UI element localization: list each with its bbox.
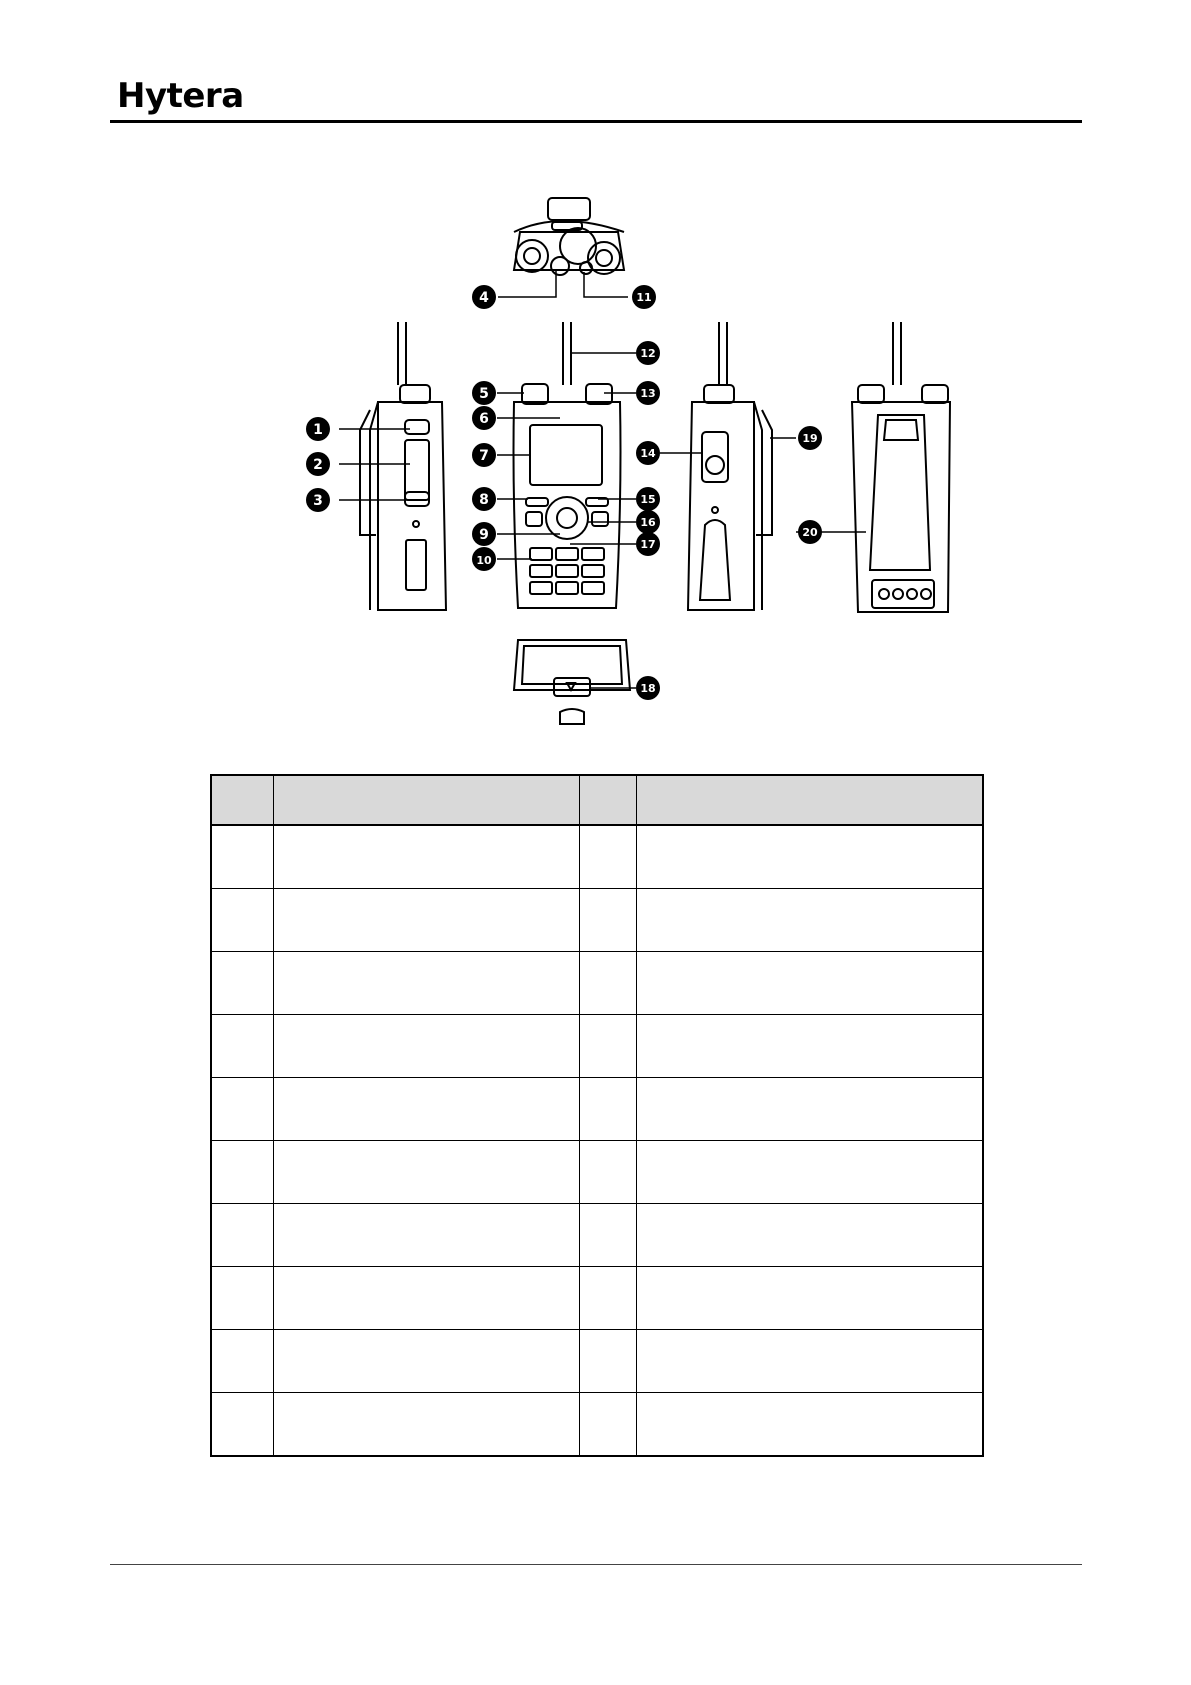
- radio-left-view: [360, 322, 446, 610]
- table-cell: [636, 1267, 983, 1330]
- table-cell: [579, 1141, 636, 1204]
- svg-text:17: 17: [640, 538, 656, 551]
- table-row: [211, 1393, 983, 1457]
- svg-text:6: 6: [479, 411, 489, 427]
- radio-front-view: [514, 322, 621, 608]
- brand-logo: Hytera: [117, 76, 244, 116]
- callout-18: [636, 676, 660, 700]
- callout-14: [636, 441, 660, 465]
- table-cell: [273, 1078, 579, 1141]
- callout-8: [472, 487, 496, 511]
- svg-text:14: 14: [640, 447, 656, 460]
- table-row: [211, 1267, 983, 1330]
- svg-text:18: 18: [640, 682, 656, 695]
- table-cell: [211, 1393, 273, 1457]
- callout-11: [632, 285, 656, 309]
- table-cell: [273, 825, 579, 889]
- svg-text:10: 10: [476, 554, 492, 567]
- svg-text:11: 11: [636, 291, 652, 304]
- svg-text:9: 9: [479, 527, 489, 543]
- table-cell: [273, 1393, 579, 1457]
- table-cell: [636, 825, 983, 889]
- table-cell: [273, 1330, 579, 1393]
- table-cell: [636, 1078, 983, 1141]
- table-row: [211, 1078, 983, 1141]
- callout-13: [636, 381, 660, 405]
- table-cell: [211, 1015, 273, 1078]
- table-row: [211, 889, 983, 952]
- callout-17: [636, 532, 660, 556]
- callout-19: [798, 426, 822, 450]
- callout-9: [472, 522, 496, 546]
- svg-text:1: 1: [313, 422, 323, 438]
- header-part-left: [273, 775, 579, 825]
- table-cell: [211, 1204, 273, 1267]
- callout-7: [472, 443, 496, 467]
- table-cell: [273, 1141, 579, 1204]
- table-row: [211, 825, 983, 889]
- svg-text:2: 2: [313, 457, 323, 473]
- svg-text:4: 4: [479, 290, 489, 306]
- svg-text:19: 19: [802, 432, 818, 445]
- callout-3: [306, 488, 330, 512]
- table-cell: [579, 1330, 636, 1393]
- callout-2: [306, 452, 330, 476]
- table-row: [211, 1204, 983, 1267]
- radio-bottom-view: [514, 640, 630, 724]
- svg-text:16: 16: [640, 516, 656, 529]
- table-cell: [579, 1204, 636, 1267]
- table-cell: [211, 1267, 273, 1330]
- svg-text:5: 5: [479, 386, 489, 402]
- callout-20: [798, 520, 822, 544]
- table-cell: [273, 889, 579, 952]
- table-cell: [579, 952, 636, 1015]
- table-row: [211, 1330, 983, 1393]
- callout-16: [636, 510, 660, 534]
- radio-parts-figure: [0, 0, 1191, 760]
- table-cell: [211, 1078, 273, 1141]
- table-cell: [579, 889, 636, 952]
- callout-12: [636, 341, 660, 365]
- table-cell: [636, 889, 983, 952]
- table-cell: [211, 825, 273, 889]
- table-cell: [211, 1141, 273, 1204]
- table-row: [211, 1141, 983, 1204]
- header-no-right: [579, 775, 636, 825]
- svg-text:8: 8: [479, 492, 489, 508]
- callout-4: [472, 285, 496, 309]
- table-row: [211, 1015, 983, 1078]
- table-cell: [636, 1204, 983, 1267]
- callout-10: [472, 547, 496, 571]
- footer-rule: [110, 1564, 1082, 1565]
- header-part-right: [636, 775, 983, 825]
- table-cell: [636, 1015, 983, 1078]
- svg-text:13: 13: [640, 387, 656, 400]
- table-cell: [636, 1330, 983, 1393]
- radio-top-view: [514, 198, 624, 275]
- table-cell: [579, 1267, 636, 1330]
- svg-text:12: 12: [640, 347, 656, 360]
- table-cell: [273, 1015, 579, 1078]
- table-cell: [273, 1267, 579, 1330]
- table-cell: [273, 952, 579, 1015]
- table-row: [211, 952, 983, 1015]
- table-cell: [579, 1078, 636, 1141]
- header-no-left: [211, 775, 273, 825]
- callout-15: [636, 487, 660, 511]
- table-cell: [579, 1015, 636, 1078]
- table-cell: [579, 825, 636, 889]
- radio-illustration: [0, 0, 1191, 760]
- table-cell: [211, 952, 273, 1015]
- table-cell: [636, 1393, 983, 1457]
- table-header-row: [211, 775, 983, 825]
- svg-text:20: 20: [802, 526, 818, 539]
- table-cell: [636, 1141, 983, 1204]
- table-cell: [211, 1330, 273, 1393]
- callout-5: [472, 381, 496, 405]
- table-cell: [636, 952, 983, 1015]
- radio-back-view: [852, 322, 950, 612]
- callout-1: [306, 417, 330, 441]
- table-cell: [273, 1204, 579, 1267]
- table-cell: [211, 889, 273, 952]
- svg-text:15: 15: [640, 493, 656, 506]
- svg-text:7: 7: [479, 448, 489, 464]
- table-cell: [579, 1393, 636, 1457]
- callout-6: [472, 406, 496, 430]
- parts-table: [210, 774, 984, 1457]
- svg-text:3: 3: [313, 493, 323, 509]
- radio-right-view: [688, 322, 772, 610]
